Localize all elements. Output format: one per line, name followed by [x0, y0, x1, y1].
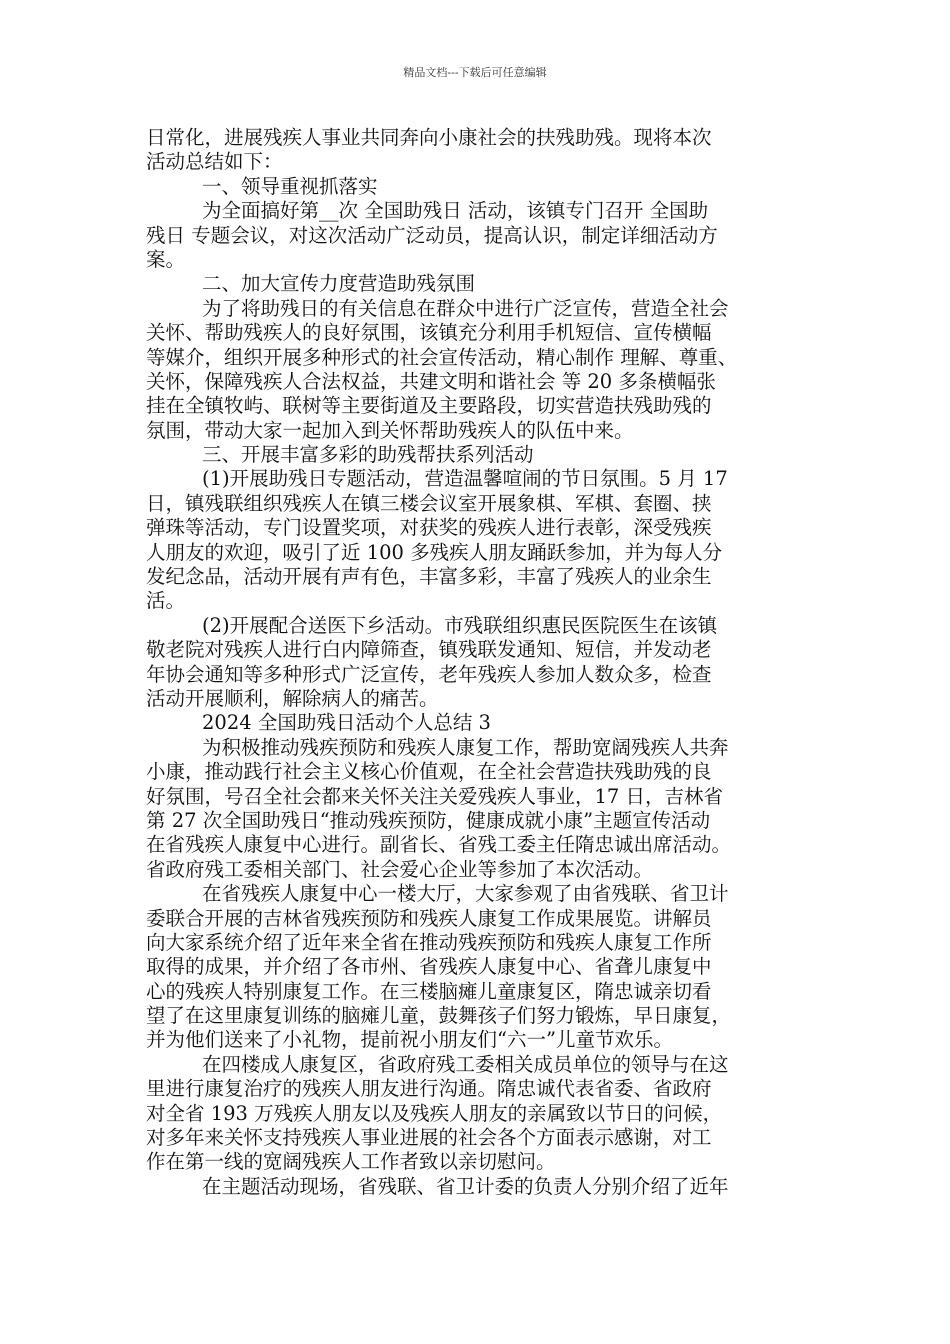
text-line: 小康，推动践行社会主义核心价值观，在全社会营造扶残助残的良 [146, 760, 712, 784]
text-line: 三、开展丰富多彩的助残帮扶系列活动 [202, 443, 534, 467]
text-line: 取得的成果，并介绍了各市州、省残疾人康复中心、省聋儿康复中 [146, 955, 712, 979]
text-line: 二、加大宣传力度营造助残氛围 [202, 272, 476, 296]
text-line: 心的残疾人特别康复工作。在三楼脑瘫儿童康复区，隋忠诚亲切看 [146, 979, 712, 1003]
text-line: (2)开展配合送医下乡活动。市残联组织惠民医院医生在该镇 [202, 613, 718, 637]
text-line: 省政府残工委相关部门、社会爱心企业等参加了本次活动。 [146, 857, 654, 881]
text-line: 为积极推动残疾预防和残疾人康复工作，帮助宽阔残疾人共奔 [202, 735, 729, 759]
text-line: 在四楼成人康复区，省政府残工委相关成员单位的领导与在这 [202, 1052, 729, 1076]
text-line: 等媒介，组织开展多种形式的社会宣传活动，精心制作 理解、尊重、 [146, 345, 738, 369]
text-line: 为了将助残日的有关信息在群众中进行广泛宣传，营造全社会 [202, 296, 729, 320]
text-line: 一、领导重视抓落实 [202, 174, 378, 198]
page-header: 精品文档---下载后可任意编辑 [403, 66, 547, 79]
text-line: 活动开展顺利，解除病人的痛苦。 [146, 686, 439, 710]
text-line: 挂在全镇牧屿、联树等主要街道及主要路段，切实营造扶残助残的 [146, 394, 712, 418]
text-line: 活动总结如下： [146, 150, 283, 174]
text-line: 敬老院对残疾人进行白内障筛查，镇残联发通知、短信，并发动老 [146, 638, 712, 662]
text-line: 对多年来关怀支持残疾人事业进展的社会各个方面表示感谢，对工 [146, 1126, 712, 1150]
text-line: 日常化，进展残疾人事业共同奔向小康社会的扶残助残。现将本次 [146, 126, 712, 149]
text-line: 弹珠等活动，专门设置奖项，对获奖的残疾人进行表彰，深受残疾 [146, 516, 712, 540]
text-line: 发纪念品，活动开展有声有色，丰富多彩，丰富了残疾人的业余生 [146, 565, 712, 589]
document-body [146, 126, 810, 1199]
text-line: 望了在这里康复训练的脑瘫儿童，鼓舞孩子们努力锻炼，早日康复， [146, 1004, 732, 1028]
text-line: 为全面搞好第__次 全国助残日 活动，该镇专门召开 全国助 [202, 199, 709, 223]
text-line: 关怀，保障残疾人合法权益，共建文明和谐社会 等 20 多条横幅张 [146, 369, 716, 393]
text-line: 氛围，带动大家一起加入到关怀帮助残疾人的队伍中来。 [146, 418, 634, 442]
text-line: 在主题活动现场，省残联、省卫计委的负责人分别介绍了近年 [202, 1174, 729, 1198]
text-line: 对全省 193 万残疾人朋友以及残疾人朋友的亲属致以节日的问候， [146, 1101, 723, 1125]
text-line: 残日 专题会议，对这次活动广泛动员，提高认识，制定详细活动方 [146, 223, 718, 247]
text-line: 第 27 次全国助残日“推动残疾预防，健康成就小康”主题宣传活动 [146, 808, 711, 832]
text-line: 作在第一线的宽阔残疾人工作者致以亲切慰问。 [146, 1150, 556, 1174]
text-line: 里进行康复治疗的残疾人朋友进行沟通。隋忠诚代表省委、省政府 [146, 1077, 712, 1101]
text-line: 人朋友的欢迎，吸引了近 100 多残疾人朋友踊跃参加，并为每人分 [146, 540, 723, 564]
text-line: 日，镇残联组织残疾人在镇三楼会议室开展象棋、军棋、套圈、挟 [146, 491, 712, 515]
text-line: 案。 [146, 247, 186, 271]
text-line: 年协会通知等多种形式广泛宣传，老年残疾人参加人数众多，检查 [146, 662, 712, 686]
text-line: 2024 全国助残日活动个人总结 3 [202, 711, 491, 735]
text-line: (1)开展助残日专题活动，营造温馨喧闹的节日氛围。5 月 17 [202, 467, 728, 491]
text-line: 活。 [146, 589, 186, 613]
text-line: 关怀、帮助残疾人的良好氛围，该镇充分利用手机短信、宣传横幅 [146, 321, 712, 345]
text-line: 在省残疾人康复中心一楼大厅，大家参观了由省残联、省卫计 [202, 882, 729, 906]
text-line: 委联合开展的吉林省残疾预防和残疾人康复工作成果展览。讲解员 [146, 906, 712, 930]
text-line: 好氛围，号召全社会都来关怀关注关爱残疾人事业，17 日，吉林省 [146, 784, 724, 808]
text-line: 向大家系统介绍了近年来全省在推动残疾预防和残疾人康复工作所 [146, 930, 712, 954]
text-line: 在省残疾人康复中心进行。副省长、省残工委主任隋忠诚出席活动。 [146, 833, 732, 857]
text-line: 并为他们送来了小礼物，提前祝小朋友们“六一”儿童节欢乐。 [146, 1028, 673, 1052]
